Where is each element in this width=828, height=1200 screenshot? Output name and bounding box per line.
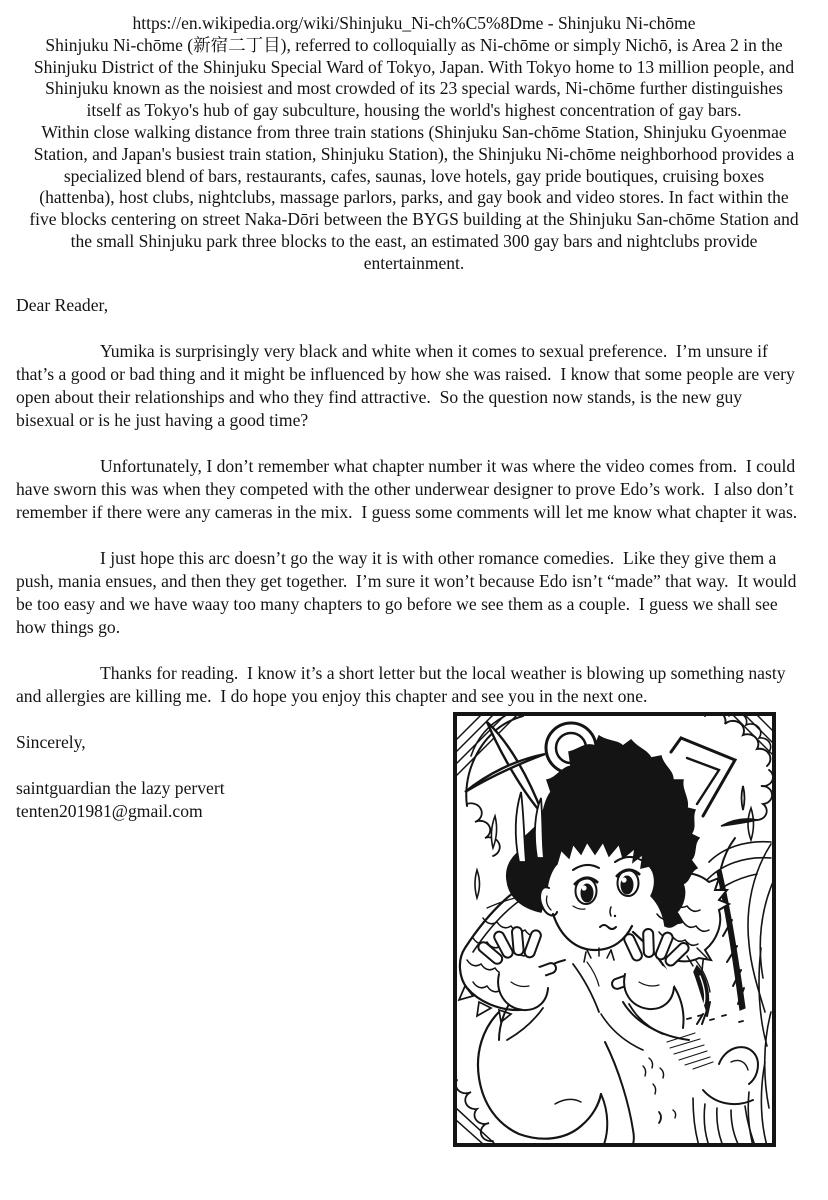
manga-panel-illustration [453, 712, 776, 1147]
source-url-line: https://en.wikipedia.org/wiki/Shinjuku_Ni-ch%C5%8Dme - Shinjuku Ni-chōme [132, 13, 696, 33]
wiki-paragraph: Shinjuku Ni-chōme (新宿二丁目), referred to colloquially as Ni-chōme or simply Nichō, is Area 2 in the Shinjuku District of the Shinjuku Special Ward of Tokyo, Japan. With Tokyo home to 13 million people, and Shinjuku known as the noisiest and most crowded of its 23 special wards, Ni-chōme further distinguishes itself as Tokyo's hub of gay subculture, housing the world's highest concentration of gay bars. [33, 34, 795, 121]
closing: Sincerely, [16, 731, 86, 752]
signature-email: tenten201981@gmail.com [16, 800, 203, 821]
letter-paragraph: I just hope this arc doesn’t go the way it is with other romance comedies. Like they give them a push, mania ensues, and then they get together. I’m sure it won’t because Edo isn’t “made” that way. It would be too easy and we have waay too many chapters to go before we see them as a couple. I guess we shall see how things go. [16, 547, 801, 637]
salutation: Dear Reader, [16, 294, 109, 315]
letter-paragraph: Yumika is surprisingly very black and white when it comes to sexual preference. I’m unsure if that’s a good or bad thing and it might be influenced by how she was raised. I know that some people are very open about their relationships and who they find attractive. So the question now stands, is the new guy bisexual or is he just having a good time? [16, 340, 800, 430]
wikipedia-excerpt [26, 0, 802, 275]
letter-paragraph: Thanks for reading. I know it’s a short letter but the local weather is blowing up something nasty and allergies are killing me. I do hope you enjoy this chapter and see you in the next one. [16, 662, 790, 706]
illustration-panel [453, 712, 776, 1147]
letter-paragraph: Unfortunately, I don’t remember what chapter number it was where the video comes from. I could have sworn this was when they competed with the other underwear designer to prove Edo’s work. I also don’t remember if there were any cameras in the mix. I guess some comments will let me know what chapter it was. [16, 455, 800, 522]
wiki-paragraph: Within close walking distance from three train stations (Shinjuku San-chōme Station, Shinjuku Gyoenmae Station, and Japan's busiest train station, Shinjuku Station), the Shinjuku Ni-chōme neighborhood provides a specialized blend of bars, restaurants, cafes, saunas, love hotels, gay pride boutiques, cruising boxes (hattenba), host clubs, nightclubs, massage parlors, parks, and gay book and video stores. In fact within the five blocks centering on street Naka-Dōri between the BYGS building at the Shinjuku San-chōme Station and the small Shinjuku park three blocks to the east, an estimated 300 gay bars and nightclubs provide entertainment. [29, 121, 799, 273]
signature-name: saintguardian the lazy pervert [16, 777, 225, 798]
